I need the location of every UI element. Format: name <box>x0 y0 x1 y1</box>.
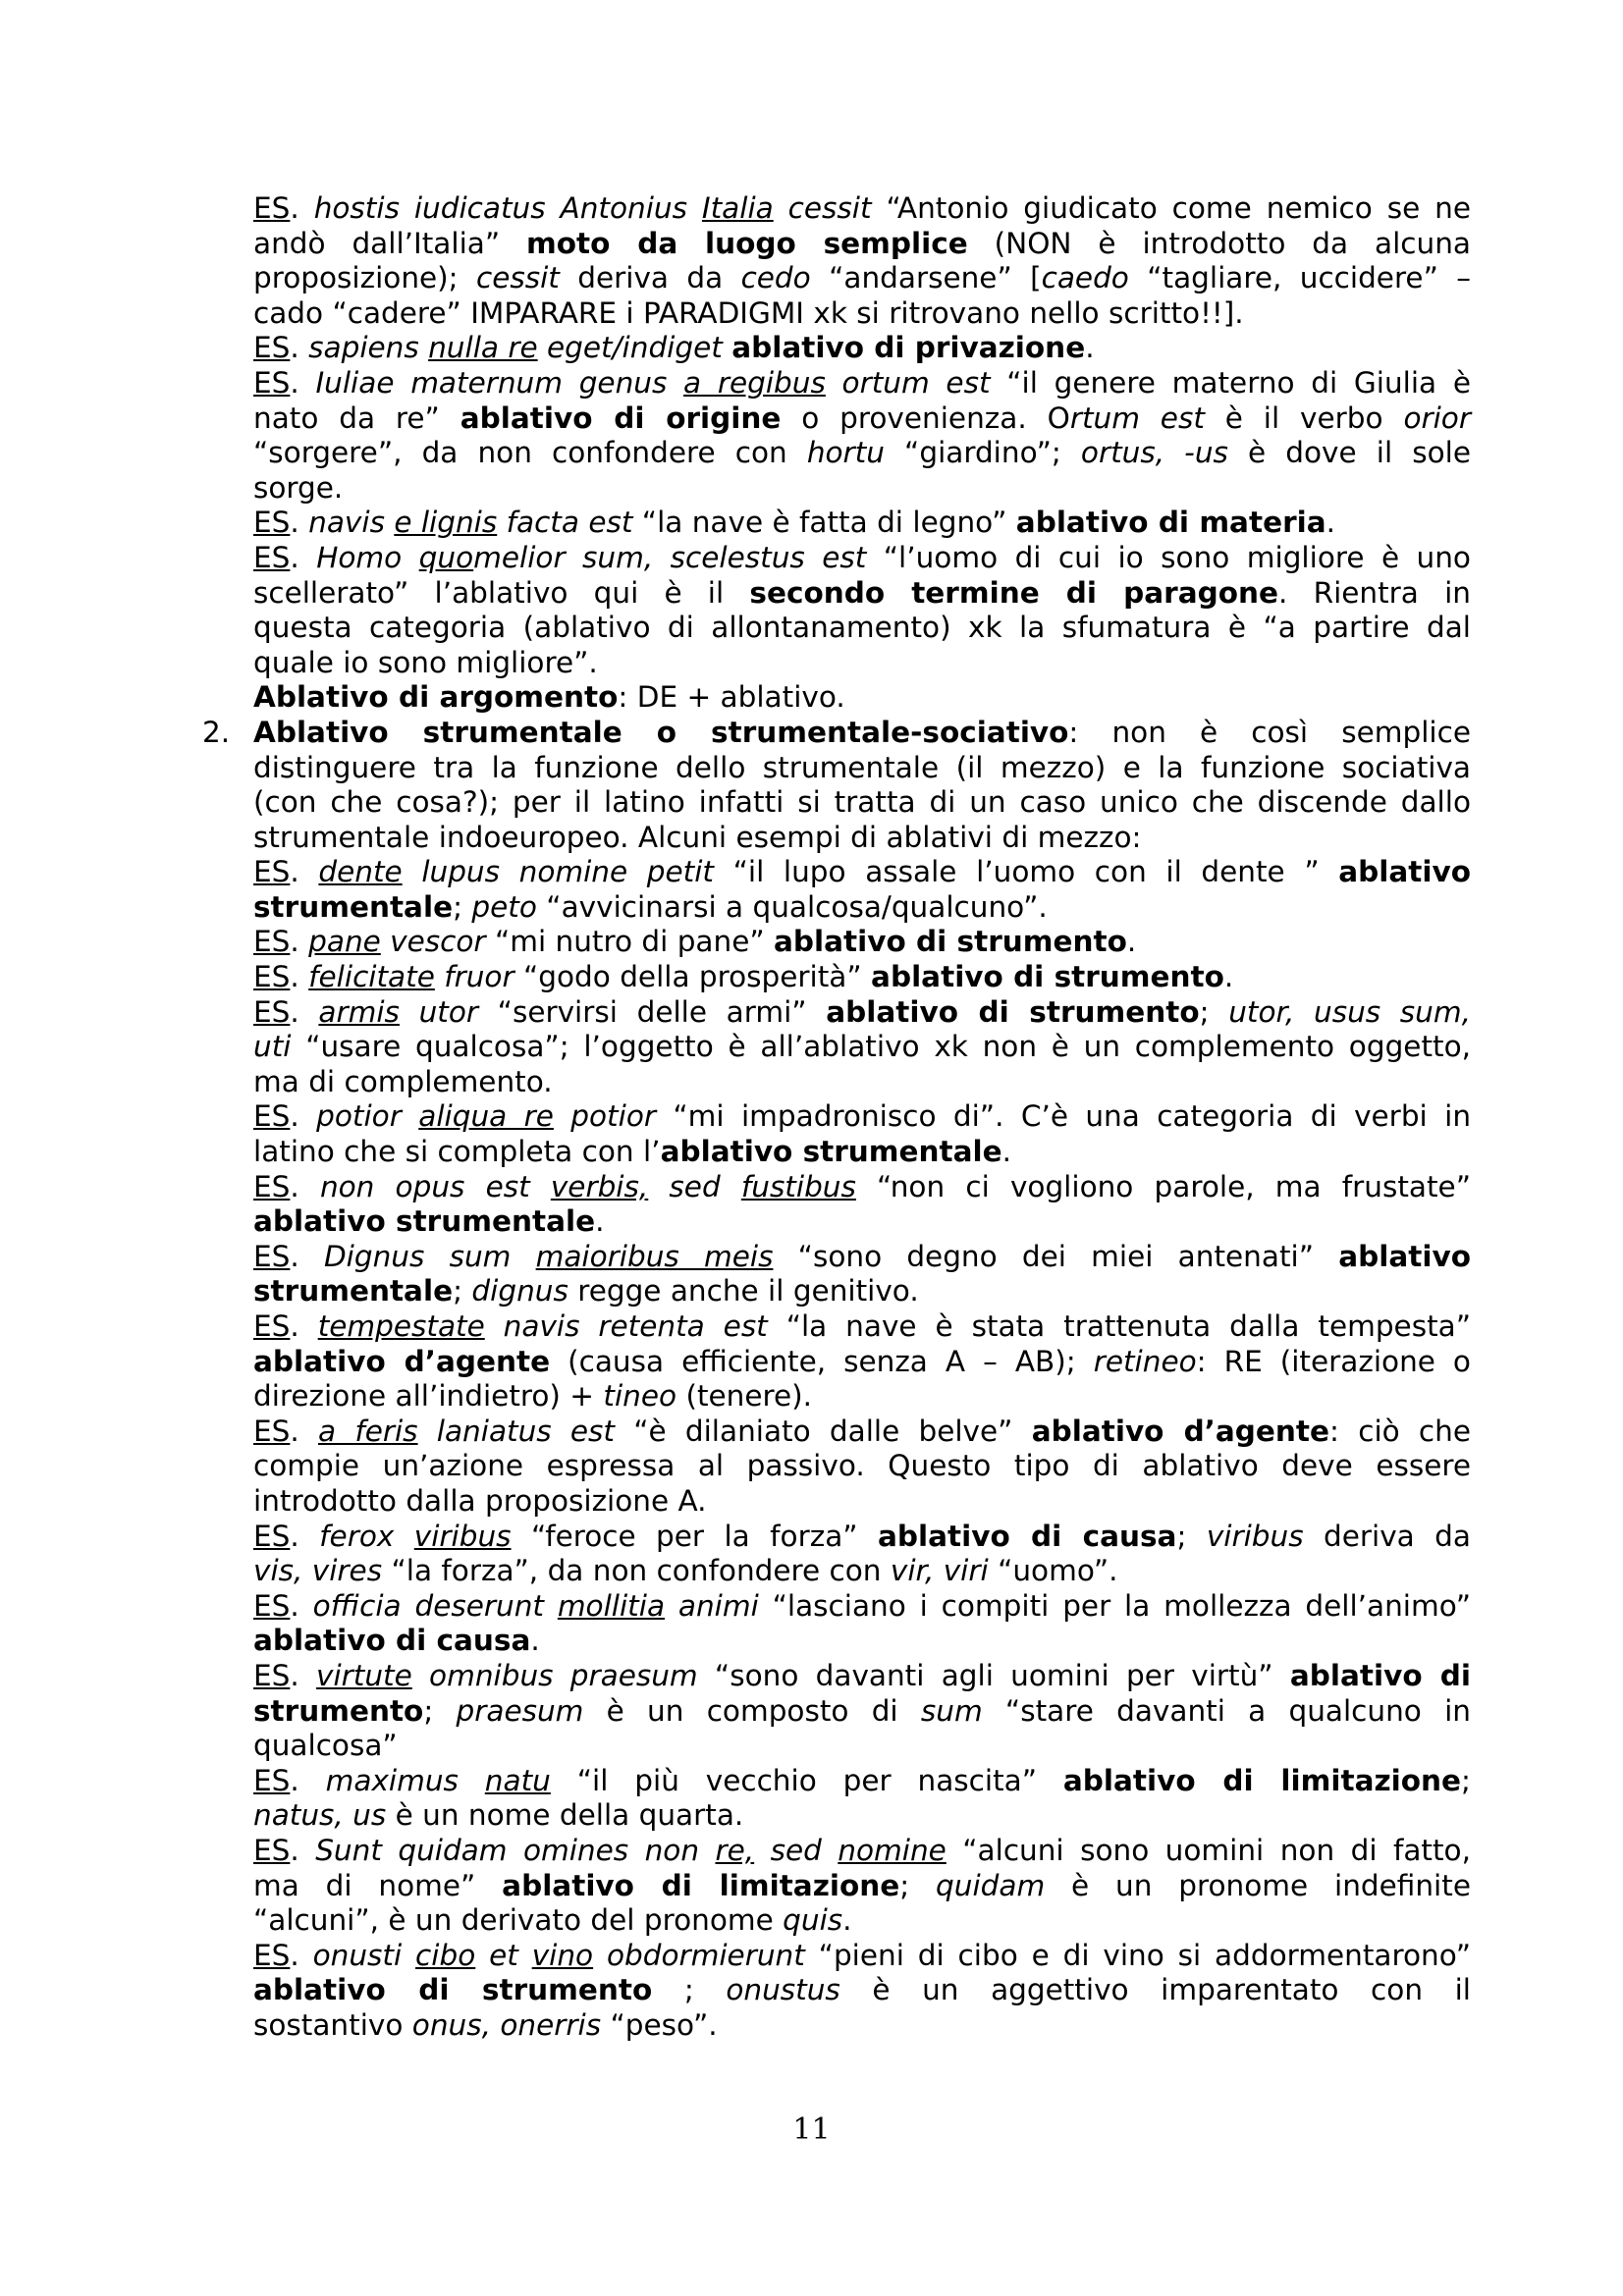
text-run: IMPARARE i PARADIGMI xk si ritrovano nello scritto!!]. <box>470 295 1244 330</box>
example-label: ES <box>253 365 291 400</box>
latin-term: et <box>475 1938 532 1972</box>
text-run: proposizione); <box>253 261 476 295</box>
example-label: ES <box>253 540 291 574</box>
latin-term: officia deserunt <box>312 1588 558 1623</box>
latin-term: animi <box>665 1588 759 1623</box>
text-line <box>253 471 1471 507</box>
text-line <box>253 2008 1471 2044</box>
grammar-term: ablativo di limitazione <box>502 1868 900 1902</box>
grammar-term: ablativo di origine <box>460 400 782 435</box>
latin-term: navis retenta est <box>484 1309 768 1343</box>
latin-term: praesum <box>456 1693 584 1728</box>
text-run: l’ablativo qui è il <box>434 575 750 610</box>
text-run: ; <box>423 1693 457 1728</box>
text-run: (con che cosa?); per il latino infatti si tratta di un caso unico che discende dallo <box>253 785 1471 820</box>
text-run: . <box>290 1763 326 1797</box>
text-run: . <box>1325 506 1336 540</box>
grammar-term: ablativo <box>1338 1239 1471 1273</box>
text-line <box>253 1099 1471 1135</box>
text-run: strumentale indoeuropeo. Alcuni esempi di ablativi di mezzo: <box>253 820 1142 854</box>
latin-term: Iuliae maternum genus <box>315 365 684 400</box>
text-run: “il lupo assale l’uomo con il dente ” <box>713 855 1339 889</box>
latin-key-word: cibo <box>415 1938 476 1972</box>
text-run: ; <box>1176 1519 1207 1553</box>
text-run: sostantivo <box>253 2007 412 2042</box>
example-label: ES <box>253 1938 291 1972</box>
latin-term: lupus nomine petit <box>402 855 714 889</box>
text-line <box>253 960 1471 995</box>
latin-term: laniatus est <box>417 1414 615 1448</box>
text-run: deriva da <box>1303 1519 1471 1553</box>
text-line <box>253 1903 1471 1939</box>
text-run: “uomo”. <box>988 1554 1118 1588</box>
text-run: “lasciano i compiti per la mollezza dell’animo” <box>758 1588 1472 1623</box>
page-number: 11 <box>792 2112 831 2147</box>
text-run: ; <box>652 1973 727 2007</box>
text-run: è dove il sole <box>1227 436 1472 470</box>
text-line <box>253 1170 1471 1205</box>
latin-term: Sunt quidam omines non <box>315 1833 716 1867</box>
example-label: ES <box>253 1588 291 1623</box>
text-run: “è dilaniato dalle belve” <box>614 1414 1032 1448</box>
example-label: ES <box>253 191 291 225</box>
text-run: “servirsi delle armi” <box>478 994 827 1029</box>
text-line <box>253 1869 1471 1904</box>
text-run: . <box>290 365 316 400</box>
latin-term: orior <box>1403 400 1471 435</box>
text-line <box>253 1065 1471 1100</box>
text-run: “pieni di cibo e di vino si addormentarono” <box>804 1938 1471 1972</box>
text-run: . <box>1223 960 1234 994</box>
grammar-term: Ablativo strumentale o strumentale-sociativo <box>253 715 1069 749</box>
text-line <box>253 1030 1471 1065</box>
example-label: ES <box>253 855 291 889</box>
page-body <box>202 191 1472 2043</box>
text-run: : ciò che <box>1329 1414 1471 1448</box>
text-run: . <box>530 1624 540 1658</box>
text-run: sorge. <box>253 470 344 505</box>
text-run: . <box>290 1239 324 1273</box>
text-run: . <box>290 1588 313 1623</box>
latin-term: utor, usus sum, <box>1228 994 1471 1029</box>
text-run: “giardino”; <box>884 436 1081 470</box>
latin-term: quis <box>783 1903 843 1938</box>
text-run: . <box>290 331 309 365</box>
grammar-term: ablativo strumentale <box>253 1204 596 1239</box>
text-line <box>253 1240 1471 1275</box>
grammar-term: ablativo di strumento <box>871 960 1224 994</box>
grammar-term: ablativo di <box>1289 1658 1471 1692</box>
latin-term: retineo <box>1093 1344 1197 1378</box>
text-run: “feroce per la forza” <box>511 1519 878 1553</box>
latin-key-word: pane <box>308 925 381 959</box>
latin-key-word: natu <box>484 1763 551 1797</box>
grammar-term: ablativo di strumento <box>774 925 1127 959</box>
latin-term: peto <box>471 889 537 924</box>
text-line <box>253 1379 1471 1415</box>
text-run <box>554 1099 570 1133</box>
example-label: ES <box>253 1658 291 1692</box>
text-run: “tagliare, uccidere” – <box>1128 261 1471 295</box>
example-label: ES <box>253 994 291 1029</box>
text-run: . <box>290 1938 313 1972</box>
text-run <box>723 331 731 364</box>
latin-term: maximus <box>325 1763 485 1797</box>
latin-term: ortum est <box>825 365 991 400</box>
latin-term: ortus, -us <box>1080 436 1228 470</box>
text-run: “peso”. <box>601 2007 718 2042</box>
latin-key-word: dente <box>318 855 403 889</box>
latin-term: melior sum, scelestus est <box>473 540 867 574</box>
latin-key-word: Italia <box>701 191 774 225</box>
latin-term: omnibus praesum <box>411 1658 698 1692</box>
text-run: (causa efficiente, senza A – AB); <box>550 1344 1094 1378</box>
example-label: ES <box>253 1099 291 1134</box>
latin-term: hortu <box>806 436 885 470</box>
latin-term: potior <box>316 1099 419 1134</box>
text-run: ; <box>453 1274 472 1308</box>
latin-term: onustus <box>726 1973 840 2007</box>
grammar-term: ablativo strumentale <box>660 1135 1002 1169</box>
text-run: “mi nutro di pane” <box>485 925 775 959</box>
latin-key-word: verbis, <box>550 1169 649 1203</box>
text-line <box>253 1624 1471 1659</box>
text-line <box>253 191 1471 227</box>
text-line <box>253 331 1471 366</box>
text-run: “sorgere”, da non confondere con <box>253 436 807 470</box>
latin-key-word: aliqua re <box>418 1099 554 1134</box>
text-line <box>253 261 1471 296</box>
text-run: . <box>290 1519 320 1553</box>
text-run: “sono degno dei miei antenati” <box>773 1239 1339 1273</box>
text-run: introdotto dalla proposizione A. <box>253 1483 707 1518</box>
latin-term: potior <box>570 1099 656 1134</box>
latin-term: obdormierunt <box>593 1938 805 1972</box>
latin-key-word: a regibus <box>683 365 826 400</box>
text-run: “non ci vogliono parole, ma frustate” <box>855 1169 1471 1203</box>
text-line <box>253 1309 1471 1345</box>
latin-term: utor <box>399 994 479 1029</box>
grammar-term: ablativo di strumento <box>253 1973 653 2007</box>
text-run: (tenere). <box>676 1379 813 1414</box>
text-run: compie un’azione espressa al passivo. Questo tipo di ablativo deve essere <box>253 1449 1471 1483</box>
text-run: ; <box>1199 994 1229 1029</box>
text-line <box>202 715 1471 751</box>
text-run: nato da re” <box>253 400 460 435</box>
text-line <box>253 1449 1471 1484</box>
example-label: ES <box>253 506 291 540</box>
text-run: scellerato” <box>253 575 435 610</box>
text-line <box>253 1135 1471 1170</box>
text-run: . <box>290 1833 316 1867</box>
text-line <box>253 925 1471 960</box>
latin-key-word: nomine <box>838 1833 947 1867</box>
latin-term: viribus <box>1206 1519 1304 1553</box>
latin-key-word: re, <box>715 1833 755 1867</box>
text-run: : DE + ablativo. <box>618 680 845 715</box>
text-run: ; <box>453 889 472 924</box>
latin-key-word: mollitia <box>557 1588 666 1623</box>
text-line <box>253 1764 1471 1799</box>
text-run: andò dall’Italia” <box>253 226 527 260</box>
text-line <box>253 1659 1471 1694</box>
latin-term: cessit <box>476 261 560 295</box>
list-number: 2. <box>202 715 231 749</box>
latin-key-word: virtute <box>316 1658 412 1692</box>
text-run: . <box>290 1414 318 1448</box>
text-line <box>253 751 1471 786</box>
text-run: “Antonio giudicato come nemico se ne <box>871 191 1471 225</box>
latin-key-word: fustibus <box>740 1169 856 1203</box>
text-run: è un pronome indefinite <box>1045 1868 1471 1902</box>
text-run: “il più vecchio per nascita” <box>550 1763 1063 1797</box>
text-run: “alcuni sono uomini non di fatto, <box>946 1833 1471 1867</box>
text-line <box>253 995 1471 1031</box>
grammar-term: ablativo d’agente <box>1031 1414 1330 1448</box>
text-line <box>253 1204 1471 1240</box>
latin-term: eget/indiget <box>537 331 723 365</box>
example-label: ES <box>253 1414 291 1448</box>
latin-key-word: viribus <box>413 1519 512 1553</box>
text-line <box>253 366 1471 401</box>
text-line <box>253 611 1471 646</box>
example-label: ES <box>253 331 291 365</box>
grammar-term: ablativo <box>1338 855 1471 889</box>
text-run: qualcosa” <box>253 1729 398 1763</box>
text-line <box>253 1415 1471 1450</box>
latin-term: natus, us <box>253 1798 387 1833</box>
grammar-term: strumento <box>253 1693 424 1728</box>
text-run: : RE (iterazione o <box>1196 1344 1471 1378</box>
text-run: “usare qualcosa”; l’oggetto è all’ablativo xk non è un complemento oggetto, <box>291 1030 1471 1064</box>
text-line <box>253 436 1471 471</box>
latin-key-word: tempestate <box>317 1309 485 1343</box>
latin-term: onusti <box>312 1938 416 1972</box>
text-run: . <box>290 1169 320 1203</box>
example-label: ES <box>253 1763 291 1797</box>
text-run: ; <box>899 1868 937 1902</box>
text-run: . <box>595 1204 605 1239</box>
latin-key-word: a feris <box>318 1414 418 1448</box>
example-label: ES <box>253 1833 291 1867</box>
latin-term: Homo <box>316 540 419 574</box>
latin-key-word: armis <box>318 994 400 1029</box>
text-run: è un composto di <box>583 1693 921 1728</box>
text-run: “la forza”, da non confondere con <box>382 1554 891 1588</box>
latin-term: onus, onerris <box>411 2007 602 2042</box>
example-label: ES <box>253 925 291 959</box>
latin-key-word: e lignis <box>394 506 498 540</box>
grammar-term: ablativo di strumento <box>826 994 1200 1029</box>
text-run: questa categoria (ablativo di allontanamento) xk la sfumatura è “a partire dal <box>253 611 1471 645</box>
latin-term: facta est <box>497 506 633 540</box>
text-line <box>253 1520 1471 1555</box>
example-label: ES <box>253 960 291 994</box>
latin-term: hostis iudicatus Antonius <box>313 191 702 225</box>
text-run: . <box>290 191 314 225</box>
latin-term: uti <box>253 1030 292 1064</box>
text-run: . <box>290 1658 317 1692</box>
text-run: è un nome della quarta. <box>386 1798 744 1833</box>
text-line <box>253 646 1471 681</box>
latin-term: sed <box>754 1833 839 1867</box>
latin-term: sapiens <box>308 331 429 365</box>
grammar-term: ablativo di causa <box>253 1624 531 1658</box>
text-line <box>253 1554 1471 1589</box>
text-line <box>253 785 1471 821</box>
latin-term: cessit <box>773 191 872 225</box>
text-run: cado “cadere” <box>253 295 471 330</box>
text-run: distinguere tra la funzione dello strumentale (il mezzo) e la funzione sociativa <box>253 750 1471 784</box>
latin-key-word: nulla re <box>428 331 538 365</box>
text-line <box>253 1834 1471 1869</box>
text-run: quale io sono migliore”. <box>253 645 598 679</box>
text-line <box>253 821 1471 856</box>
text-run: . <box>290 1309 318 1343</box>
text-run: “alcuni”, è un derivato del pronome <box>253 1903 784 1938</box>
grammar-term: Ablativo di argomento <box>253 680 619 715</box>
text-run: “godo della prosperità” <box>514 960 872 994</box>
text-run: (NON è introdotto da alcuna <box>967 226 1471 260</box>
text-run: “l’uomo di cui io sono migliore è uno <box>866 540 1471 574</box>
text-run: . <box>290 994 319 1029</box>
text-line <box>253 506 1471 541</box>
latin-term: fruor <box>434 960 514 994</box>
grammar-term: ablativo di limitazione <box>1062 1763 1462 1797</box>
text-run: . <box>290 855 319 889</box>
text-run: direzione all’indietro) + <box>253 1379 604 1414</box>
text-run: ma di complemento. <box>253 1064 553 1098</box>
text-run: . <box>1001 1135 1012 1169</box>
latin-term: Dignus sum <box>323 1239 536 1273</box>
text-run: . <box>290 925 309 959</box>
text-line <box>253 1274 1471 1309</box>
example-label: ES <box>253 1239 291 1273</box>
text-line <box>253 680 1471 716</box>
text-run: “la nave è stata trattenuta dalla tempesta” <box>767 1309 1471 1343</box>
latin-term: quidam <box>936 1868 1046 1902</box>
grammar-term: strumentale <box>253 1274 454 1308</box>
text-run: . Rientra in <box>1278 575 1471 610</box>
text-line <box>253 1484 1471 1520</box>
text-line <box>253 296 1471 332</box>
text-line <box>253 1798 1471 1834</box>
grammar-term: ablativo di materia <box>1015 506 1326 540</box>
text-line <box>253 1589 1471 1625</box>
text-run: ; <box>1461 1763 1471 1797</box>
latin-term: cedo <box>740 261 811 295</box>
text-line <box>253 576 1471 612</box>
text-line <box>253 1345 1471 1380</box>
text-line <box>253 890 1471 926</box>
latin-term: sed <box>648 1169 741 1203</box>
latin-term: non opus est <box>319 1169 551 1203</box>
grammar-term: strumentale <box>253 889 454 924</box>
latin-term: ferox <box>319 1519 414 1553</box>
text-run: è il verbo <box>1204 400 1404 435</box>
text-line <box>253 1694 1471 1730</box>
text-run: “la nave è fatta di legno” <box>632 506 1016 540</box>
text-run: o provenienza. O <box>781 400 1070 435</box>
text-run: deriva da <box>559 261 741 295</box>
text-run: . <box>290 506 309 540</box>
text-run: è un aggettivo imparentato con il <box>839 1973 1471 2007</box>
text-run: regge anche il genitivo. <box>568 1274 919 1308</box>
text-run: “mi impadronisco di”. C’è una categoria di verbi in <box>656 1099 1472 1134</box>
grammar-term: ablativo d’agente <box>253 1344 551 1378</box>
latin-key-word: maioribus meis <box>535 1239 774 1273</box>
text-run: “avvicinarsi a qualcosa/qualcuno”. <box>536 889 1048 924</box>
example-label: ES <box>253 1519 291 1553</box>
text-line <box>253 1973 1471 2008</box>
text-run: . <box>290 540 317 574</box>
text-run: . <box>290 960 309 994</box>
text-line <box>253 541 1471 576</box>
grammar-term: secondo termine di paragone <box>749 575 1278 610</box>
latin-term: dignus <box>471 1274 568 1308</box>
text-line <box>253 227 1471 262</box>
text-line <box>253 1729 1471 1764</box>
text-run: “il genere materno di Giulia è <box>990 365 1471 400</box>
latin-term: vir, viri <box>890 1554 989 1588</box>
latin-term: rtum est <box>1069 400 1205 435</box>
text-run: . <box>290 1099 317 1134</box>
text-run: . <box>1085 331 1095 365</box>
text-run: : non è così semplice <box>1068 715 1471 749</box>
text-line <box>253 1939 1471 1974</box>
text-line <box>253 855 1471 890</box>
text-run: “stare davanti a qualcuno in <box>982 1693 1471 1728</box>
example-label: ES <box>253 1309 291 1343</box>
latin-key-word: felicitate <box>308 960 435 994</box>
text-run: . <box>1126 925 1137 959</box>
latin-term: tineo <box>603 1379 677 1414</box>
text-run: . <box>842 1903 852 1938</box>
latin-term: sum <box>920 1693 983 1728</box>
latin-term: navis <box>308 506 395 540</box>
latin-key-word: quo <box>418 540 474 574</box>
grammar-term: moto da luogo semplice <box>526 226 968 260</box>
latin-term: caedo <box>1041 261 1129 295</box>
text-line <box>253 401 1471 437</box>
text-run: ma di nome” <box>253 1868 503 1902</box>
latin-term: vescor <box>380 925 486 959</box>
text-run: “sono davanti agli uomini per virtù” <box>697 1658 1290 1692</box>
text-run: latino che si completa con l’ <box>253 1135 661 1169</box>
latin-term: vis, vires <box>253 1554 383 1588</box>
grammar-term: ablativo di causa <box>877 1519 1177 1553</box>
text-run: “andarsene” [ <box>810 261 1042 295</box>
example-label: ES <box>253 1169 291 1203</box>
latin-key-word: vino <box>531 1938 594 1972</box>
grammar-term: ablativo di privazione <box>731 331 1086 365</box>
